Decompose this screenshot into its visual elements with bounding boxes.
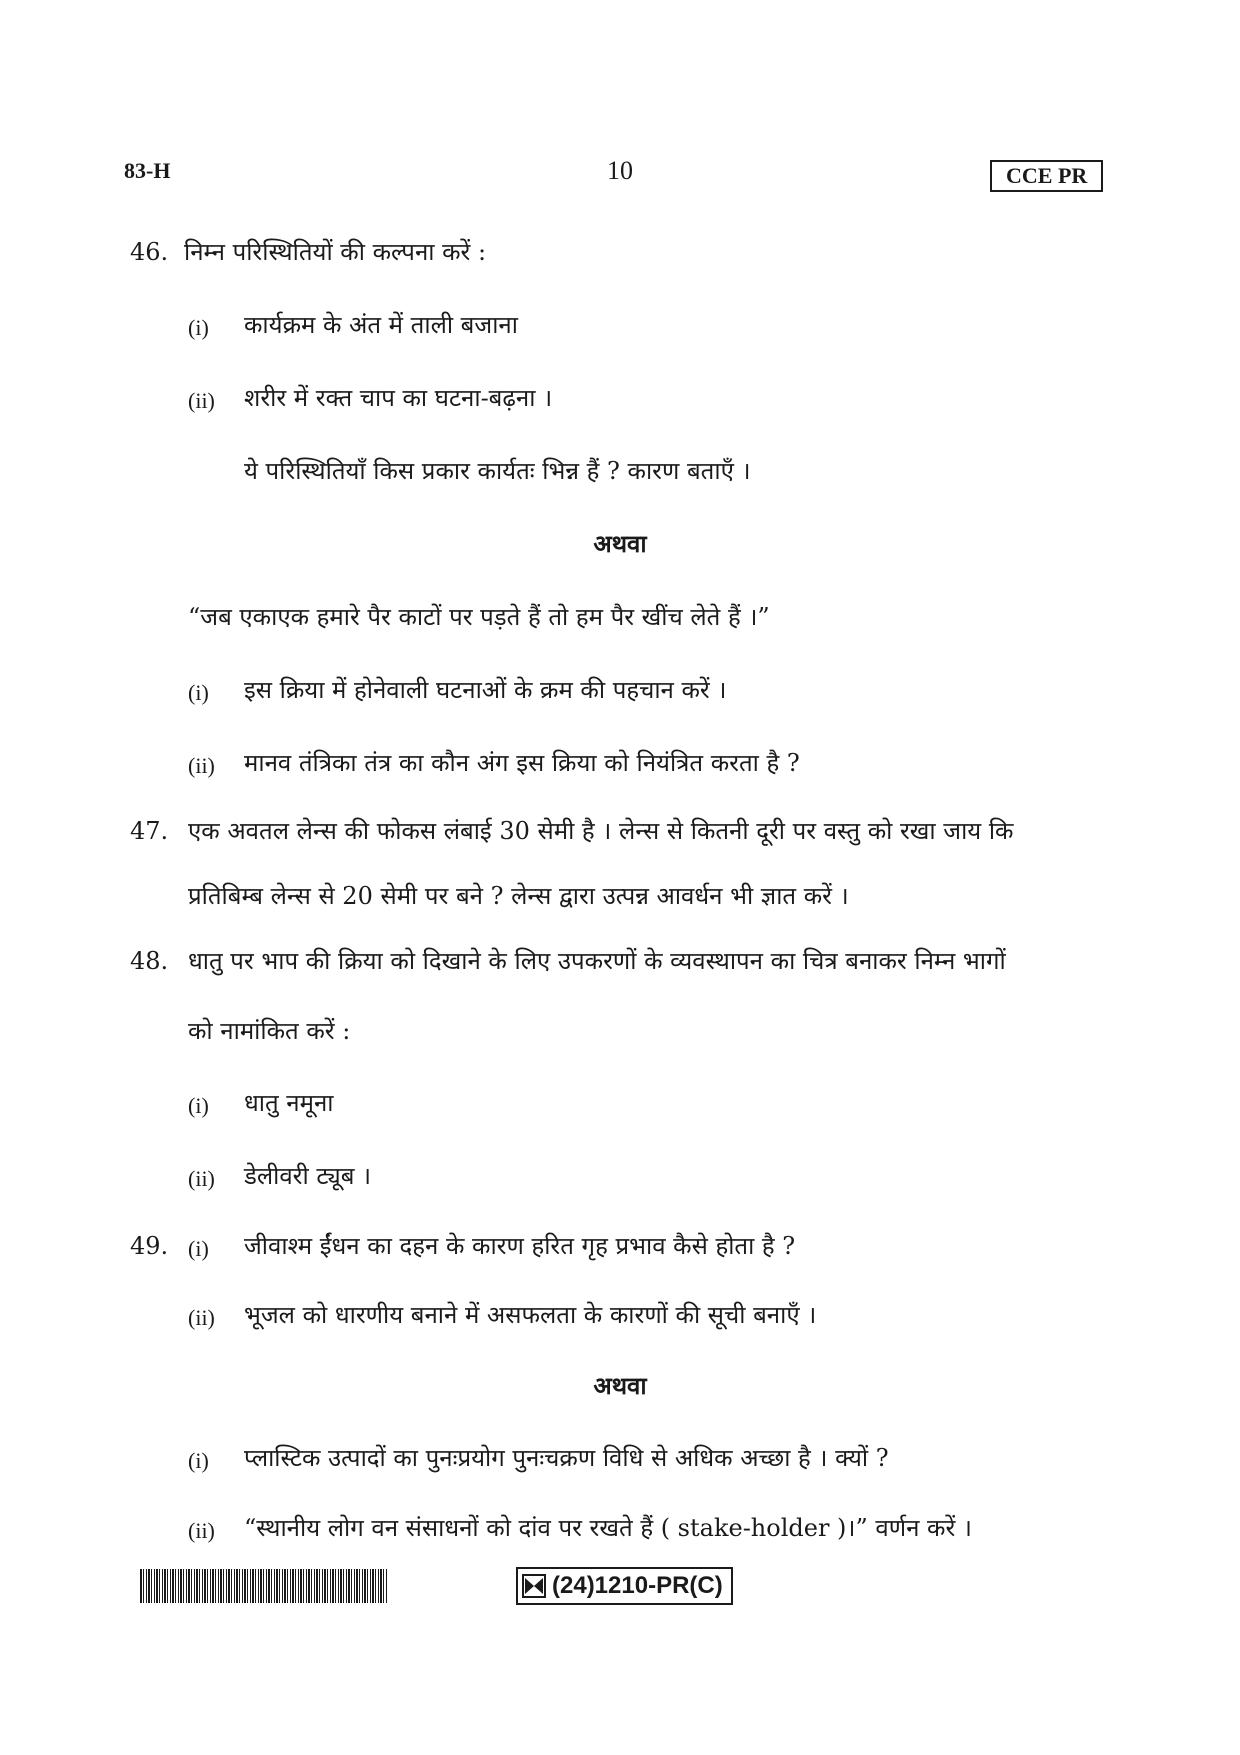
question-number-48: 48. [130,947,169,975]
q49-alt-ii-text: “स्थानीय लोग वन संसाधनों को दांव पर रखते हैं ( stake-holder )।” वर्णन करें । [244,1514,973,1542]
header-code: 83-H [124,158,171,183]
q46-alt-ii-label: (ii) [188,753,215,778]
q46-intro: निम्न परिस्थितियों की कल्पना करें : [184,238,487,266]
paper-code-box [516,1567,733,1605]
q49-ii-label: (ii) [188,1305,215,1330]
q48-ii-label: (ii) [188,1166,215,1191]
q47-line2: प्रतिबिम्ब लेन्स से 20 सेमी पर बने ? लेन्स द्वारा उत्पन्न आवर्धन भी ज्ञात करें । [188,882,849,910]
paper-code: (24)1210-PR(C) [552,1572,723,1599]
question-number-49: 49. [130,1232,169,1260]
q46-alt-intro: “जब एकाएक हमारे पैर काटों पर पड़ते हैं तो हम पैर खींच लेते हैं ।” [188,603,770,631]
question-number-46: 46. [130,238,169,266]
q48-i-label: (i) [188,1093,209,1118]
or-heading: अथवा [593,529,647,558]
q49-i-text: जीवाश्म ईंधन का दहन के कारण हरित गृह प्रभाव कैसे होता है ? [244,1232,796,1260]
series-badge: CCE PR [990,160,1103,192]
q46-i-text: कार्यक्रम के अंत में ताली बजाना [244,311,518,339]
q49-i-label: (i) [188,1236,209,1261]
or-heading-2: अथवा [593,1371,647,1400]
q47-line1: एक अवतल लेन्स की फोकस लंबाई 30 सेमी है । लेन्स से कितनी दूरी पर वस्तु को रखा जाय कि [188,817,1014,845]
q46-question: ये परिस्थितियाँ किस प्रकार कार्यतः भिन्न हैं ? कारण बताएँ । [244,457,751,485]
page-number: 10 [607,156,633,185]
question-number-47: 47. [130,817,169,845]
q46-ii-text: शरीर में रक्त चाप का घटना-बढ़ना । [244,384,553,412]
q48-ii-text: डेलीवरी ट्यूब । [244,1162,372,1190]
barcode [140,1569,388,1603]
q49-alt-i-text: प्लास्टिक उत्पादों का पुनःप्रयोग पुनःचक्रण विधि से अधिक अच्छा है । क्यों ? [244,1444,889,1472]
q46-i-label: (i) [188,315,209,340]
q46-ii-label: (ii) [188,388,215,413]
q49-alt-ii-label: (ii) [188,1518,215,1543]
q46-alt-ii-text: मानव तंत्रिका तंत्र का कौन अंग इस क्रिया को नियंत्रित करता है ? [244,749,800,777]
q48-line1: धातु पर भाप की क्रिया को दिखाने के लिए उपकरणों के व्यवस्थापन का चित्र बनाकर निम्न भागों [188,947,1006,975]
q46-alt-i-label: (i) [188,680,209,705]
q49-ii-text: भूजल को धारणीय बनाने में असफलता के कारणों की सूची बनाएँ । [244,1301,817,1329]
q49-alt-i-label: (i) [188,1448,209,1473]
q48-line2: को नामांकित करें : [188,1017,351,1045]
bowtie-logo-icon [522,1574,546,1598]
q48-i-text: धातु नमूना [244,1089,334,1117]
q46-alt-i-text: इस क्रिया में होनेवाली घटनाओं के क्रम की पहचान करें । [244,676,727,704]
